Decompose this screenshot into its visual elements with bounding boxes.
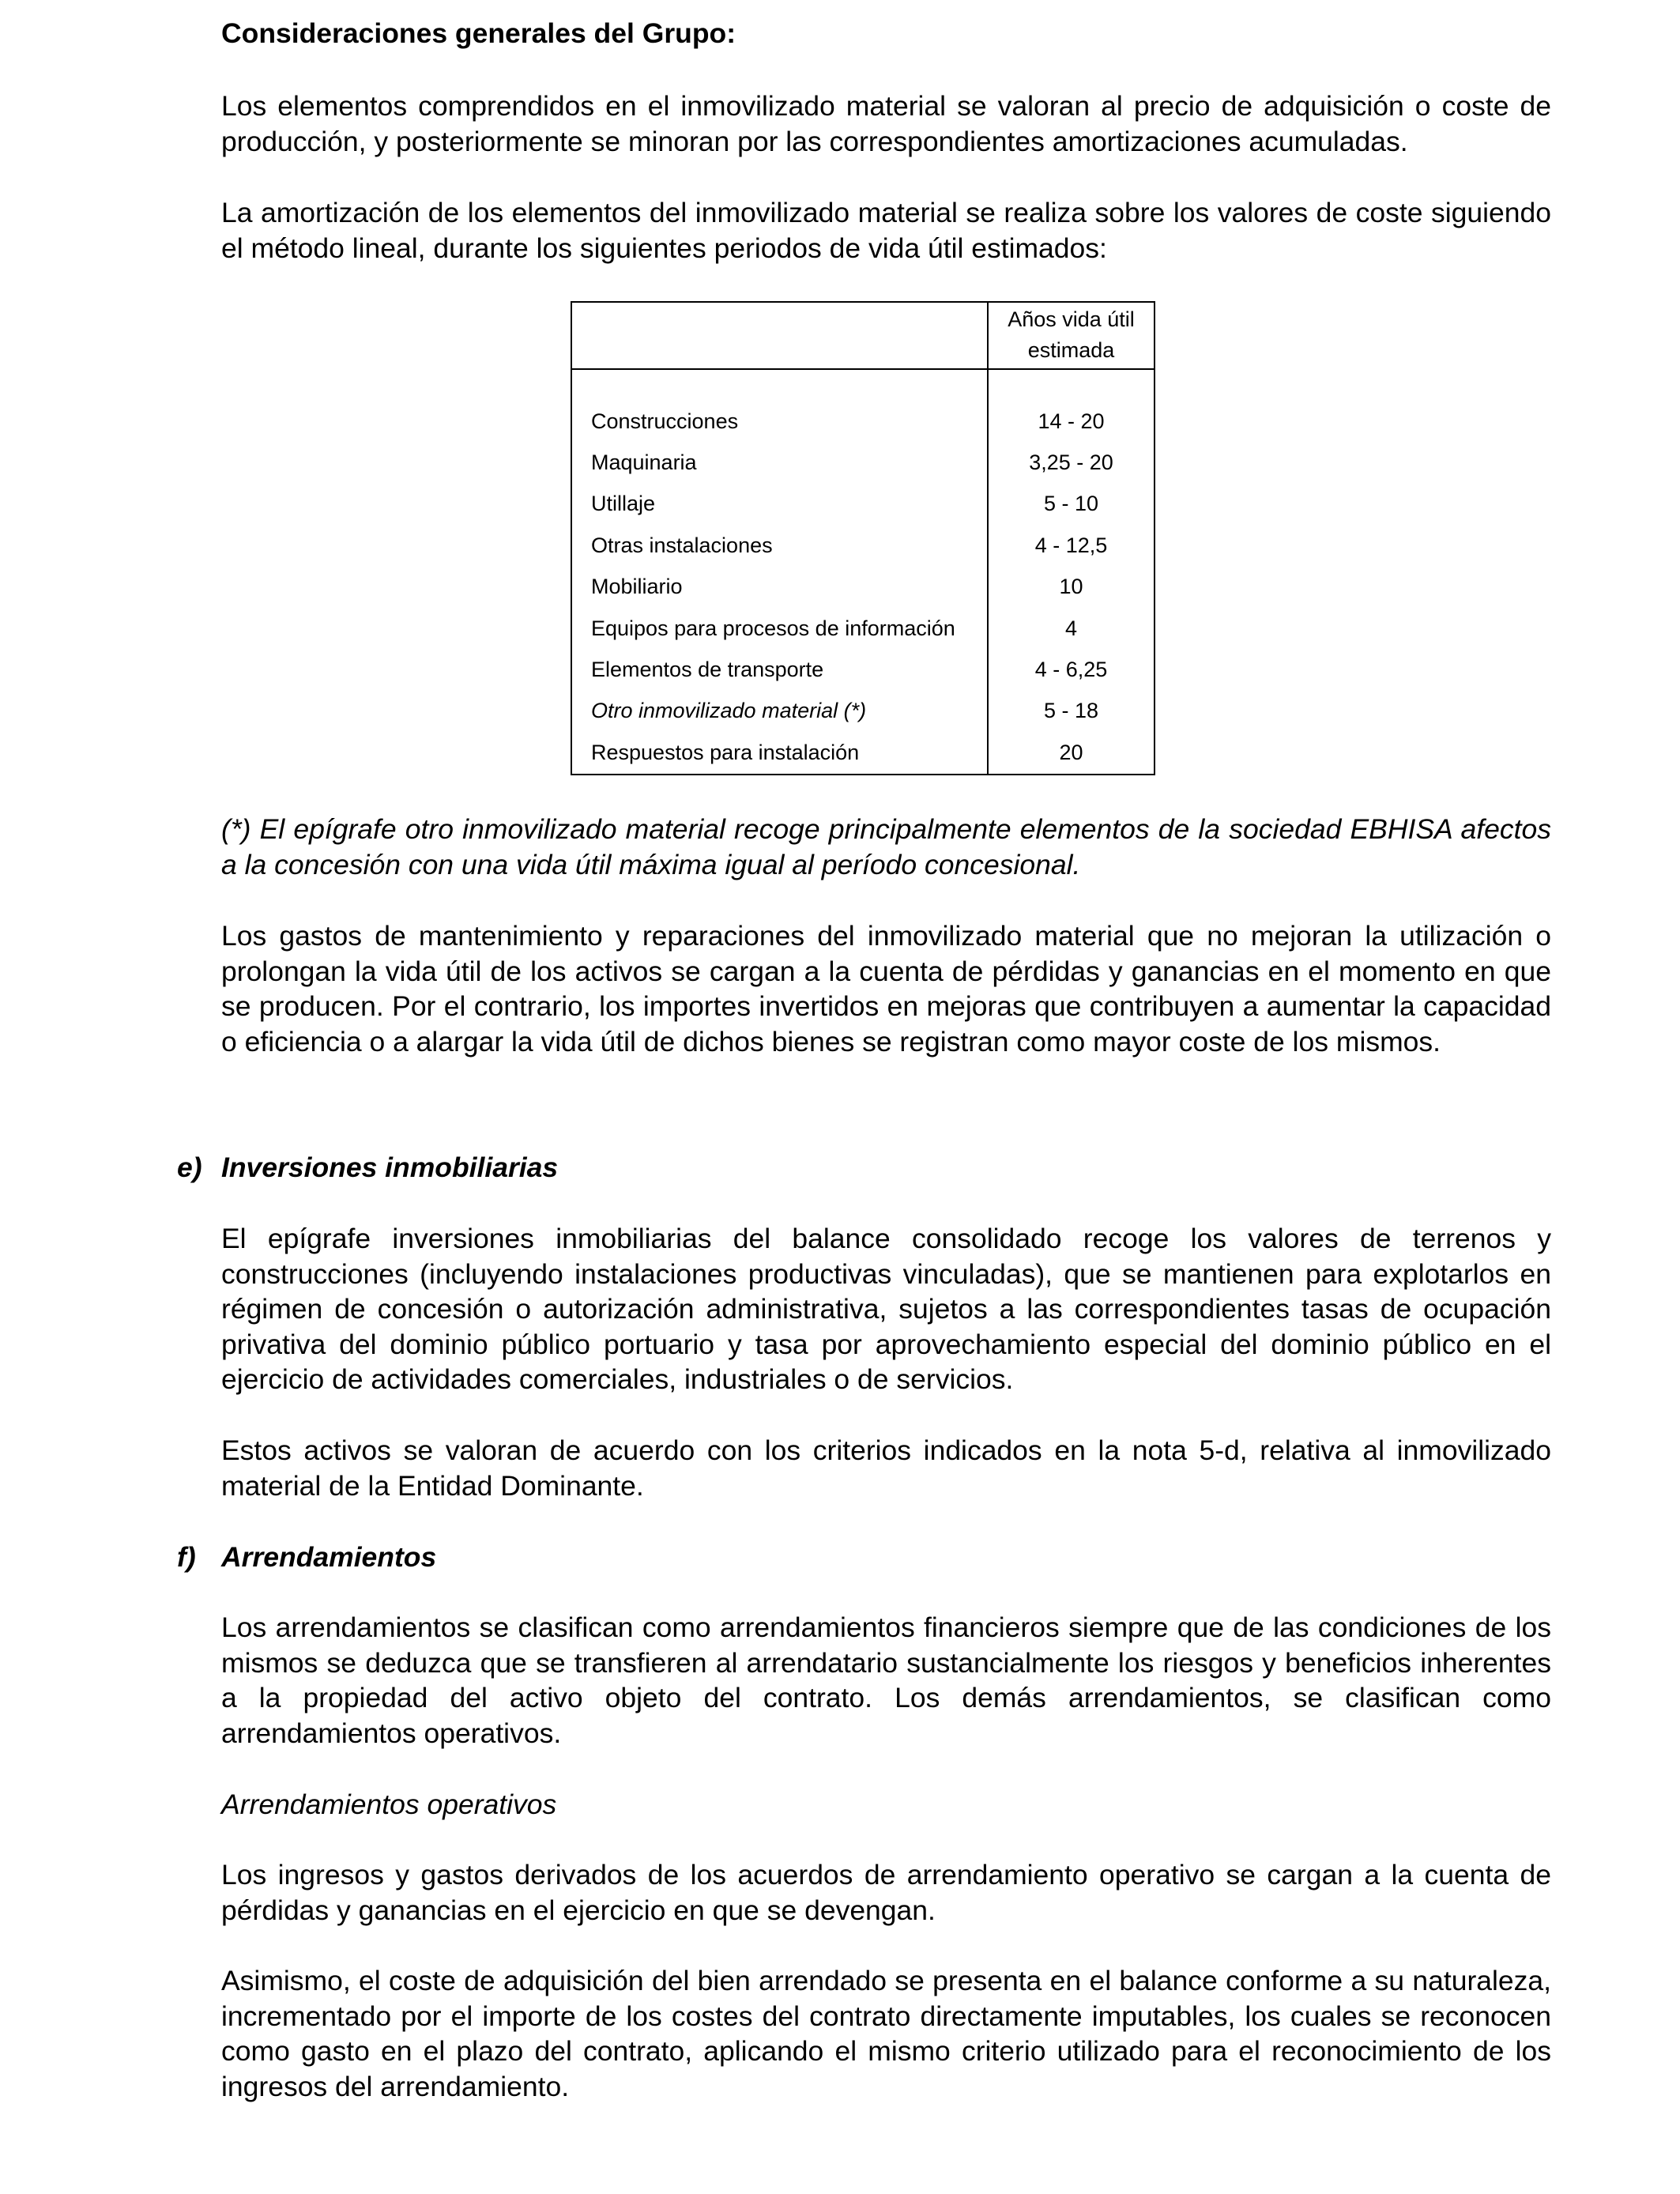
section-f-title: Arrendamientos bbox=[221, 1541, 437, 1573]
section-e-title: Inversiones inmobiliarias bbox=[221, 1152, 559, 1183]
row-label: Elementos de transporte bbox=[591, 658, 824, 681]
section-f-letter: f) bbox=[177, 1541, 196, 1573]
section-f-paragraph-2: Los ingresos y gastos derivados de los acuerdos de arrendamiento operativo se cargan a la cuenta de pérdidas y ganancias en el ejercicio en que se devengan. bbox=[221, 1859, 1551, 1926]
row-label: Otras instalaciones bbox=[591, 533, 773, 557]
table-row bbox=[572, 483, 1154, 524]
row-label: Respuestos para instalación bbox=[591, 741, 860, 764]
table-row bbox=[572, 525, 1154, 566]
row-label: Construcciones bbox=[591, 409, 739, 433]
table-row bbox=[572, 442, 1154, 483]
section-e-paragraph-2: Estos activos se valoran de acuerdo con los criterios indicados en la nota 5-d, relativa al inmovilizado material de la Entidad Dominante. bbox=[221, 1434, 1551, 1502]
section-e-paragraph-1: El epígrafe inversiones inmobiliarias del balance consolidado recoge los valores de terrenos y construcciones (incluyendo instalaciones productivas vinculadas), que se mantienen para explotarlos en régimen de concesión o autorización administrativa, sujetos a las correspondientes tasas de ocupación privativa del dominio público portuario y tasa por aprovechamiento especial del dominio público en el ejercicio de actividades comerciales, industriales o de servicios. bbox=[221, 1223, 1551, 1395]
row-value: 4 - 12,5 bbox=[1034, 533, 1108, 557]
table-row bbox=[572, 566, 1154, 607]
section-e-letter: e) bbox=[177, 1152, 202, 1183]
table-header-line1: Años vida útil bbox=[1008, 307, 1135, 331]
section-f-paragraph-1: Los arrendamientos se clasifican como arrendamientos financieros siempre que de las condiciones de los mismos se deduzca que se transfieren al arrendatario sustancialmente los riesgos y beneficios inherentes a la propiedad del activo objeto del contrato. Los demás arrendamientos, se clasifican como arrendamientos operativos. bbox=[221, 1612, 1551, 1749]
table-header-line2: estimada bbox=[1027, 338, 1115, 362]
row-value: 20 bbox=[1059, 741, 1083, 764]
row-label: Maquinaria bbox=[591, 450, 697, 474]
table-row bbox=[572, 649, 1154, 690]
paragraph-valuation: Los elementos comprendidos en el inmovilizado material se valoran al precio de adquisición o coste de producción, y posteriormente se minoran por las correspondientes amortizaciones acumuladas. bbox=[221, 90, 1551, 157]
row-label: Mobiliario bbox=[591, 575, 683, 598]
table-row bbox=[572, 608, 1154, 649]
row-value: 14 - 20 bbox=[1038, 409, 1105, 433]
row-value: 4 - 6,25 bbox=[1034, 658, 1108, 681]
row-label: Utillaje bbox=[591, 492, 656, 515]
row-value: 4 bbox=[1064, 616, 1078, 640]
useful-life-table bbox=[571, 301, 1155, 775]
paragraph-amortization: La amortización de los elementos del inmovilizado material se realiza sobre los valores de coste siguiendo el método lineal, durante los siguientes periodos de vida útil estimados: bbox=[221, 197, 1551, 264]
footnote-other-fixed-assets: (*) El epígrafe otro inmovilizado material recoge principalmente elementos de la sociedad EBHISA afectos a la concesión con una vida útil máxima igual al período concesional. bbox=[221, 813, 1551, 880]
table-row bbox=[572, 690, 1154, 731]
table-header bbox=[989, 303, 1154, 370]
row-label: Otro inmovilizado material (*) bbox=[591, 699, 867, 722]
table-row bbox=[572, 732, 1154, 773]
row-value: 3,25 - 20 bbox=[1029, 450, 1113, 474]
table-row bbox=[572, 401, 1154, 442]
section-f-paragraph-3: Asimismo, el coste de adquisición del bien arrendado se presenta en el balance conforme a su naturaleza, incrementado por el importe de los costes del contrato directamente imputables, los cuales se reconocen como gasto en el plazo del contrato, aplicando el mismo criterio utilizado para el reconocimiento de los ingresos del arrendamiento. bbox=[221, 1965, 1551, 2102]
row-value: 10 bbox=[1059, 575, 1083, 598]
row-label: Equipos para procesos de información bbox=[591, 616, 955, 640]
paragraph-maintenance: Los gastos de mantenimiento y reparaciones del inmovilizado material que no mejoran la utilización o prolongan la vida útil de los activos se cargan a la cuenta de pérdidas y ganancias en el momento en que se producen. Por el contrario, los importes invertidos en mejoras que contribuyen a aumentar la capacidad o eficiencia o a alargar la vida útil de dichos bienes se registran como mayor coste de los mismos. bbox=[221, 920, 1551, 1057]
row-value: 5 - 18 bbox=[1043, 699, 1099, 722]
row-value: 5 - 10 bbox=[1043, 492, 1099, 515]
section-f-subheading: Arrendamientos operativos bbox=[221, 1789, 557, 1820]
section-heading: Consideraciones generales del Grupo: bbox=[221, 17, 736, 49]
